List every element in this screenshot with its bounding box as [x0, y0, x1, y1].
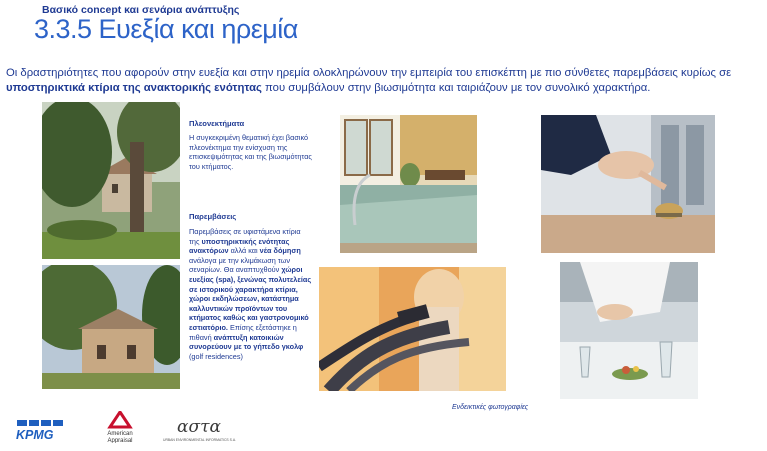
interventions-t1: Παρεμβάσεις σε υφιστάμενα κτίρια της [189, 227, 301, 246]
advantages-heading: Πλεονεκτήματα [189, 119, 245, 128]
intro-paragraph [6, 66, 766, 96]
interventions-b1: υποστηρικτικής ενότητας ανακτόρων [189, 236, 290, 256]
interventions-t5: (golf residences) [189, 351, 243, 361]
section-kicker: Βασικό concept και σενάρια ανάπτυξης [42, 4, 240, 16]
page-title: 3.3.5 Ευεξία και ηρεμία [34, 14, 298, 44]
intro-text-bold: υποστηρικτικά κτίρια της ανακτορικής ενότητας [6, 82, 262, 94]
kpmg-logo-text: KPMG [16, 428, 54, 441]
intro-text-1: Οι δραστηριότητες που αφορούν στην ευεξία και στην ηρεμία ολοκληρώνουν την εμπειρία του επισκέπτη με πιο σύνθετες παρεμβάσεις κυρίως σε [6, 67, 732, 79]
american-appraisal-text-1: American [107, 431, 133, 437]
photo-restaurant-table [560, 262, 698, 399]
advantages-block [189, 119, 313, 171]
urbis-logo-subtext: URBAN ENVIRONMENTAL INFORMATICS S.A. [163, 438, 237, 442]
interventions-heading: Παρεμβάσεις [189, 212, 237, 221]
photo-gym-treadmill [319, 267, 506, 391]
interventions-t4: Επίσης εξετάστηκε η πιθανή [189, 322, 297, 342]
interventions-b2: νέα δόμηση [259, 246, 301, 256]
photo-spa-pool [340, 115, 477, 253]
photos-caption: Ενδεικτικές φωτογραφίες [452, 404, 529, 411]
interventions-text [189, 227, 313, 361]
american-appraisal-text-2: Appraisal [107, 438, 133, 443]
american-appraisal-logo [103, 411, 137, 443]
advantages-text: Η συγκεκριμένη θεματική έχει βασικό πλεονέκτημα την ενίσχυση της επισκεψιμότητας και της βιωσιμότητας του κτήματος. [189, 133, 312, 171]
photo-mansion-trees [42, 102, 180, 259]
intro-text-2: που συμβάλουν στην βιωσιμότητα και ταιριάζουν με τον συνολικό χαρακτήρα. [261, 82, 651, 94]
interventions-b3: χώροι ευεξίας (spa), ξενώνας πολυτελείας σε ιστορικού χαρακτήρα κτίρια, χώροι εκδηλώσεων, κατάστημα καλλυντικών προϊόντων του κτήματος καθώς και γαστρονομικό εστιατόριο. [189, 265, 312, 332]
kpmg-logo [16, 419, 68, 441]
interventions-b4: ανάπτυξη κατοικιών συνορεύουν με το γήπεδο γκολφ [189, 332, 304, 352]
urbis-logo-text: αστα [177, 417, 221, 437]
interventions-t3: ανάλογα με την κλιμάκωση των σεναρίων. Θα αναπτυχθούν [189, 255, 290, 275]
photo-hotel-bell [541, 115, 715, 253]
interventions-t2: αλλά και [228, 246, 260, 256]
photo-stone-house [42, 265, 180, 389]
urbis-logo [163, 417, 249, 443]
interventions-block [189, 212, 313, 361]
